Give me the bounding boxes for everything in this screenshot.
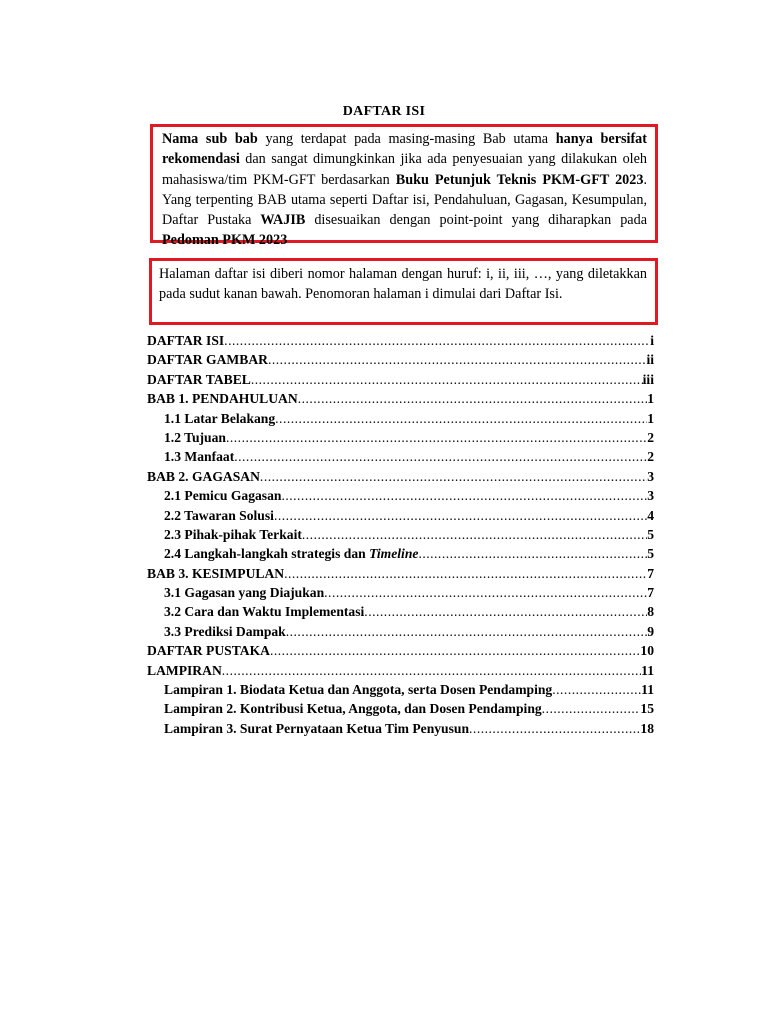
- toc-dot-leader: [286, 624, 647, 640]
- toc-entry-label-text: 2.2 Tawaran Solusi: [164, 507, 274, 523]
- note-text: yang terdapat pada masing-masing Bab utama: [257, 131, 556, 147]
- toc-page-number: 5: [647, 526, 654, 542]
- toc-entry[interactable]: [147, 624, 654, 643]
- note-bold-rekomendasi: hanya bersifat rekomendasi: [162, 131, 647, 168]
- toc-entry-label: [164, 508, 274, 524]
- toc-entry[interactable]: [147, 449, 654, 468]
- toc-dot-leader: [298, 391, 648, 407]
- toc-entry[interactable]: [147, 508, 654, 527]
- toc-page-number: 10: [640, 643, 654, 659]
- toc-page-number: 1: [647, 391, 654, 407]
- toc-dot-leader: [226, 430, 647, 446]
- toc-dot-leader: [268, 352, 646, 368]
- toc-dot-leader: [469, 721, 640, 737]
- note-bold-sub-bab: Nama sub bab: [162, 131, 258, 147]
- toc-dot-leader: [260, 469, 647, 485]
- toc-dot-leader: [418, 546, 647, 562]
- toc-entry-label: [164, 449, 234, 465]
- toc-entry-label-text: Lampiran 2. Kontribusi Ketua, Anggota, dan Dosen Pendamping: [164, 701, 542, 717]
- toc-entry-label-text: 3.1 Gagasan yang Diajukan: [164, 585, 325, 601]
- toc-entry-label: [147, 469, 260, 485]
- toc-entry[interactable]: [147, 333, 654, 352]
- toc-page-number: 7: [647, 585, 654, 601]
- toc-page-number: iii: [642, 371, 654, 387]
- toc-entry[interactable]: [147, 701, 654, 720]
- toc-entry-label: [164, 527, 302, 543]
- toc-entry[interactable]: [147, 643, 654, 662]
- table-of-contents: [147, 333, 654, 740]
- toc-entry-label-text: DAFTAR GAMBAR: [147, 352, 268, 368]
- toc-page-number: 2: [647, 449, 654, 465]
- toc-page-number: 1: [647, 410, 654, 426]
- toc-page-number: 3: [647, 488, 654, 504]
- toc-entry-label-text: 2.4 Langkah-langkah strategis dan: [164, 546, 370, 562]
- toc-dot-leader: [302, 527, 647, 543]
- toc-entry[interactable]: [147, 430, 654, 449]
- toc-entry[interactable]: [147, 527, 654, 546]
- toc-entry-label-text: BAB 2. GAGASAN: [147, 468, 260, 484]
- toc-entry-label-text: DAFTAR PUSTAKA: [147, 643, 270, 659]
- numbering-note: [149, 258, 658, 325]
- recommendation-note: [150, 124, 658, 249]
- toc-page-number: 2: [647, 429, 654, 445]
- toc-entry-label-text: 1.1 Latar Belakang: [164, 410, 276, 426]
- toc-entry-label-text: DAFTAR ISI: [147, 333, 225, 348]
- toc-entry-label: [147, 352, 268, 368]
- toc-entry-label: [164, 488, 281, 504]
- toc-page-number: 18: [640, 720, 654, 736]
- toc-entry-label-text: LAMPIRAN: [147, 662, 222, 678]
- toc-page-number: 7: [647, 565, 654, 581]
- toc-entry[interactable]: [147, 488, 654, 507]
- toc-entry[interactable]: [147, 372, 654, 391]
- toc-entry-label-text: 2.3 Pihak-pihak Terkait: [164, 526, 302, 542]
- toc-entry-label: [164, 624, 286, 640]
- toc-dot-leader: [364, 604, 647, 620]
- toc-dot-leader: [284, 566, 647, 582]
- toc-dot-leader: [275, 411, 647, 427]
- toc-dot-leader: [552, 682, 641, 698]
- toc-entry-label: [147, 372, 251, 388]
- toc-entry-label: [164, 701, 542, 717]
- note-text: . Yang terpenting BAB utama seperti Daftar isi, Pendahuluan, Gagasan, Kesumpulan, Daftar Pustaka: [162, 171, 648, 229]
- toc-page-number: 8: [647, 604, 654, 620]
- toc-entry-label: [164, 585, 324, 601]
- toc-entry[interactable]: [147, 604, 654, 623]
- page-title: DAFTAR ISI: [342, 104, 426, 119]
- toc-entry-label: [147, 643, 270, 659]
- toc-entry-label-text: 1.3 Manfaat: [164, 449, 235, 465]
- toc-entry-label: [147, 391, 298, 407]
- toc-entry-label-text: DAFTAR TABEL: [147, 371, 251, 387]
- toc-dot-leader: [234, 449, 647, 465]
- toc-entry-label-text: BAB 3. KESIMPULAN: [147, 565, 285, 581]
- toc-entry-label-text: Lampiran 1. Biodata Ketua dan Anggota, serta Dosen Pendamping: [164, 682, 553, 698]
- toc-page-number: 3: [647, 468, 654, 484]
- toc-entry[interactable]: [147, 469, 654, 488]
- numbering-note-text: Halaman daftar isi diberi nomor halaman dengan huruf: i, ii, iii, …, yang diletakkan pada sudut kanan bawah. Penomoran halaman i dimulai dari Daftar Isi.: [159, 266, 647, 302]
- toc-page-number: 15: [640, 701, 654, 717]
- toc-entry[interactable]: [147, 585, 654, 604]
- toc-entry[interactable]: [147, 391, 654, 410]
- toc-entry-label: [164, 430, 226, 446]
- toc-dot-leader: [251, 372, 643, 388]
- toc-dot-leader: [224, 333, 650, 349]
- toc-dot-leader: [274, 508, 647, 524]
- toc-entry-label: [164, 604, 364, 620]
- toc-entry[interactable]: [147, 352, 654, 371]
- note-bold-wajib: WAJIB: [260, 212, 306, 229]
- toc-page-number: 11: [641, 682, 654, 698]
- note-text: dan sangat dimungkinkan jika ada penyesuaian yang dilakukan oleh mahasiswa/tim PKM-GFT berdasarkan: [162, 151, 647, 188]
- toc-dot-leader: [270, 643, 640, 659]
- toc-entry-label-text: 3.3 Prediksi Dampak: [164, 623, 286, 639]
- toc-entry[interactable]: [147, 411, 654, 430]
- toc-entry-label: [147, 333, 224, 349]
- toc-entry-label-text: Lampiran 3. Surat Pernyataan Ketua Tim Penyusun: [164, 720, 470, 736]
- toc-entry[interactable]: [147, 682, 654, 701]
- toc-entry-label: [147, 566, 284, 582]
- note-text: disesuaikan dengan point-point yang diharapkan pada: [305, 212, 647, 229]
- toc-entry[interactable]: [147, 721, 654, 740]
- toc-entry-label: [164, 546, 418, 562]
- note-bold-buku-petunjuk: Buku Petunjuk Teknis PKM-GFT 2023: [395, 171, 644, 188]
- toc-entry-label-text: 2.1 Pemicu Gagasan: [164, 488, 282, 504]
- toc-entry-label: [164, 682, 552, 698]
- note-bold-pedoman: Pedoman PKM 2023: [162, 232, 288, 249]
- toc-dot-leader: [324, 585, 647, 601]
- toc-entry-label-italic: Timeline: [369, 546, 419, 562]
- toc-entry-label-text: BAB 1. PENDAHULUAN: [147, 391, 298, 407]
- toc-dot-leader: [222, 663, 641, 679]
- toc-entry-label: [147, 663, 222, 679]
- toc-entry[interactable]: [147, 566, 654, 585]
- toc-page-number: 5: [647, 546, 654, 562]
- toc-page-number: 11: [641, 662, 654, 678]
- toc-page-number: ii: [646, 352, 654, 368]
- toc-page-number: 4: [647, 507, 654, 523]
- toc-entry-label: [164, 721, 469, 737]
- toc-entry[interactable]: [147, 546, 654, 565]
- toc-dot-leader: [281, 488, 647, 504]
- toc-dot-leader: [542, 701, 641, 717]
- toc-page-number: 9: [647, 623, 654, 639]
- toc-entry-label-text: 3.2 Cara dan Waktu Implementasi: [164, 604, 365, 620]
- toc-page-number: i: [650, 333, 654, 348]
- toc-entry-label-text: 1.2 Tujuan: [164, 429, 226, 445]
- toc-entry[interactable]: [147, 663, 654, 682]
- toc-entry-label: [164, 411, 275, 427]
